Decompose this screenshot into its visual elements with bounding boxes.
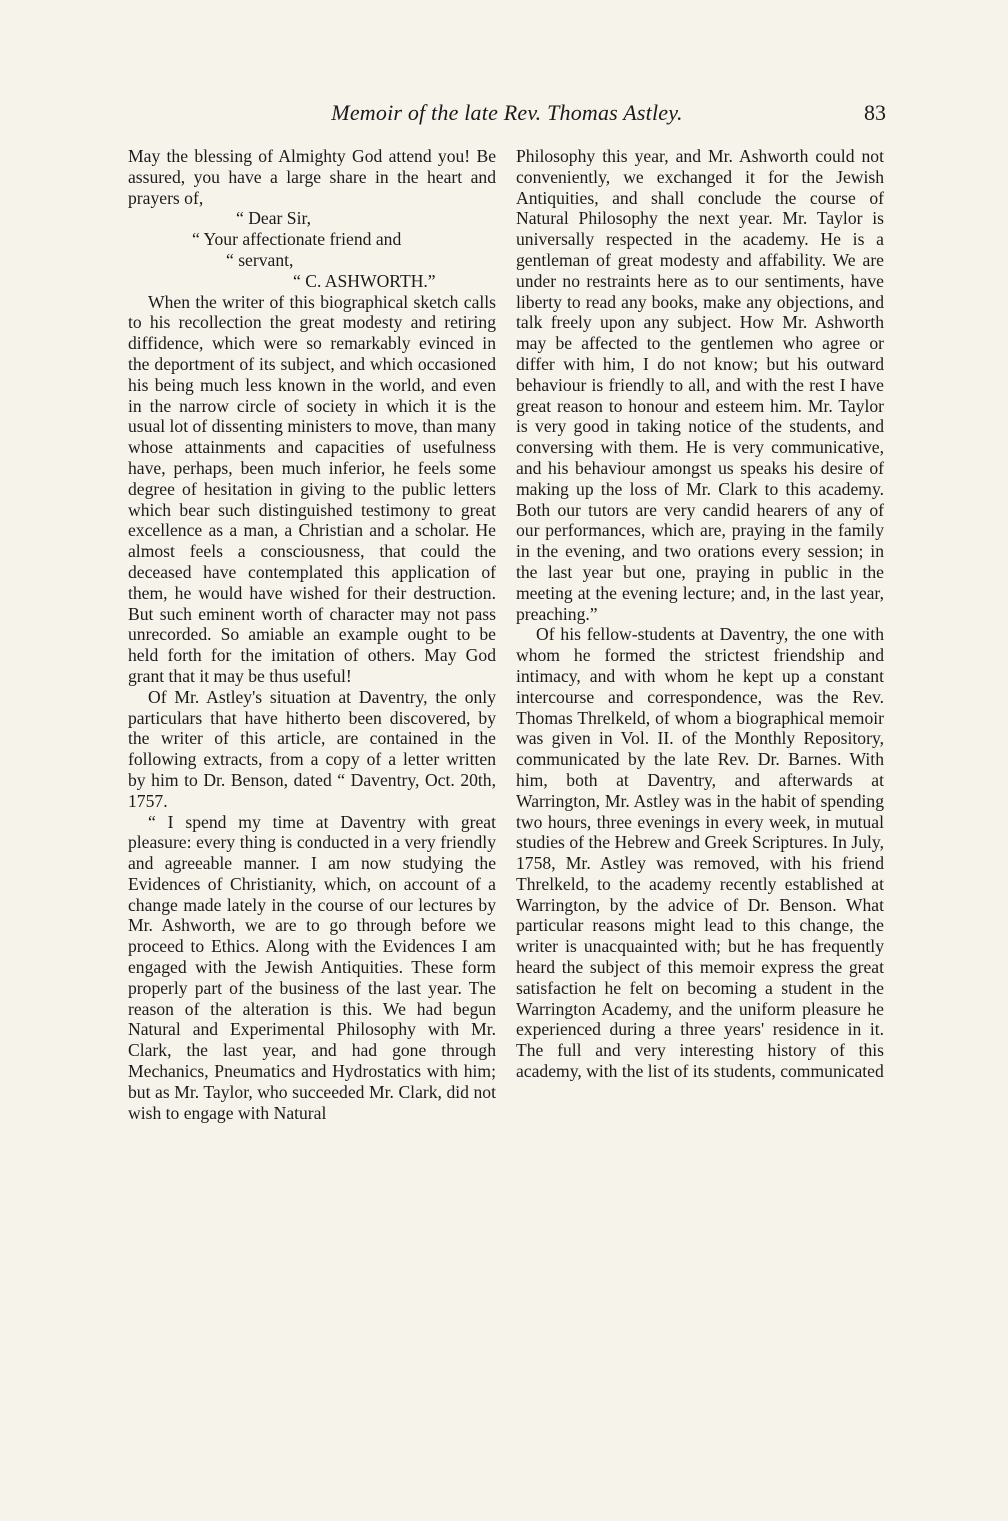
signature-line: “ C. ASHWORTH.” <box>293 270 436 291</box>
running-head <box>128 100 886 130</box>
salutation-line: “ Dear Sir, <box>236 208 312 229</box>
right-column <box>516 146 884 1082</box>
left-column <box>128 146 496 1123</box>
running-title: Memoir of the late Rev. Thomas Astley. <box>331 100 683 125</box>
sign-off-line: “ Your affectionate friend and <box>192 229 402 250</box>
page-number: 83 <box>864 100 886 125</box>
letter-closing-text: May the blessing of Almighty God attend you! Be assured, you have a large share in the heart and prayers of, <box>128 146 496 208</box>
body-paragraph: Of his fellow-students at Daventry, the one with whom he formed the strictest friendship and intimacy, and with whom he kept up a constant intercourse and correspondence, was the Rev. Thomas Threlkeld, of whom a biographical memoir was given in Vol. II. of the Monthly Repository, communicated by the late Rev. Dr. Barnes. With him, both at Daventry, and afterwards at Warrington, Mr. Astley was in the habit of spending two hours, three evenings in every week, in mutual studies of the Hebrew and Greek Scriptures. In July, 1758, Mr. Astley was removed, with his friend Threlkeld, to the academy recently established at Warrington, by the advice of Dr. Benson. What particular reasons might lead to this change, the writer is unacquainted with; but he has frequently heard the subject of this memoir express the great satisfaction he felt on becoming a student in the Warrington Academy, and the uniform pleasure he experienced during a three years' residence in it. The full and very interesting history of this academy, with the list of its students, communicated <box>516 624 884 1082</box>
sign-off-line: “ servant, <box>226 249 294 270</box>
quoted-letter-continuation: Philosophy this year, and Mr. Ashworth could not conveniently, we exchanged it for the Jewish Antiquities, and shall conclude the course of Natural Philosophy the next year. Mr. Taylor is universally respected in the academy. He is a gentleman of great modesty and affability. We are under no restraints here as to our sentiments, have liberty to read any books, make any objections, and talk freely upon any subject. How Mr. Ashworth may be affected to the gentlemen who agree or differ with him, I do not know; but his outward behaviour is friendly to all, and with the rest I have great reason to honour and esteem him. Mr. Taylor is very good in taking notice of the students, and conversing with them. He is very communicative, and his behaviour amongst us speaks his desire of making up the loss of Mr. Clark to this academy. Both our tutors are very candid hearers of any of our performances, which are, praying in the family in the evening, and two orations every session; in the last year but one, praying in public in the meeting at the evening lecture; and, in the last year, preaching.” <box>516 146 884 624</box>
body-paragraph: When the writer of this biographical sketch calls to his recollection the great modesty and retiring diffidence, which were so remarkably evinced in the deportment of its subject, and which occasioned his being much less known in the world, and even in the narrow circle of society in which it is the usual lot of dissenting ministers to move, than many whose attainments and capacities of usefulness have, perhaps, been much inferior, he feels some degree of hesitation in giving to the public letters which bear such distinguished testimony to great excellence as a man, a Christian and a scholar. He almost feels a consciousness, that could the deceased have contemplated this application of them, he would have wished for their destruction. But such eminent worth of character may not pass unrecorded. So amiable an example ought to be held forth for the imitation of others. May God grant that it may be thus useful! <box>128 291 496 686</box>
quoted-letter-paragraph: “ I spend my time at Daventry with great pleasure: every thing is conducted in a very friendly and agreeable manner. I am now studying the Evidences of Christianity, which, on account of a change made lately in the course of our lectures by Mr. Ashworth, we are to go through before we proceed to Ethics. Along with the Evidences I am engaged with the Jewish Antiquities. These form properly part of the business of the last year. The reason of the alteration is this. We had begun Natural and Experimental Philosophy with Mr. Clark, the last year, and had gone through Mechanics, Pneumatics and Hydrostatics with him; but as Mr. Taylor, who succeeded Mr. Clark, did not wish to engage with Natural <box>128 811 496 1123</box>
body-paragraph: Of Mr. Astley's situation at Daventry, the only particulars that have hitherto been discovered, by the writer of this article, are contained in the following extracts, from a copy of a letter written by him to Dr. Benson, dated “ Daventry, Oct. 20th, 1757. <box>128 686 496 811</box>
